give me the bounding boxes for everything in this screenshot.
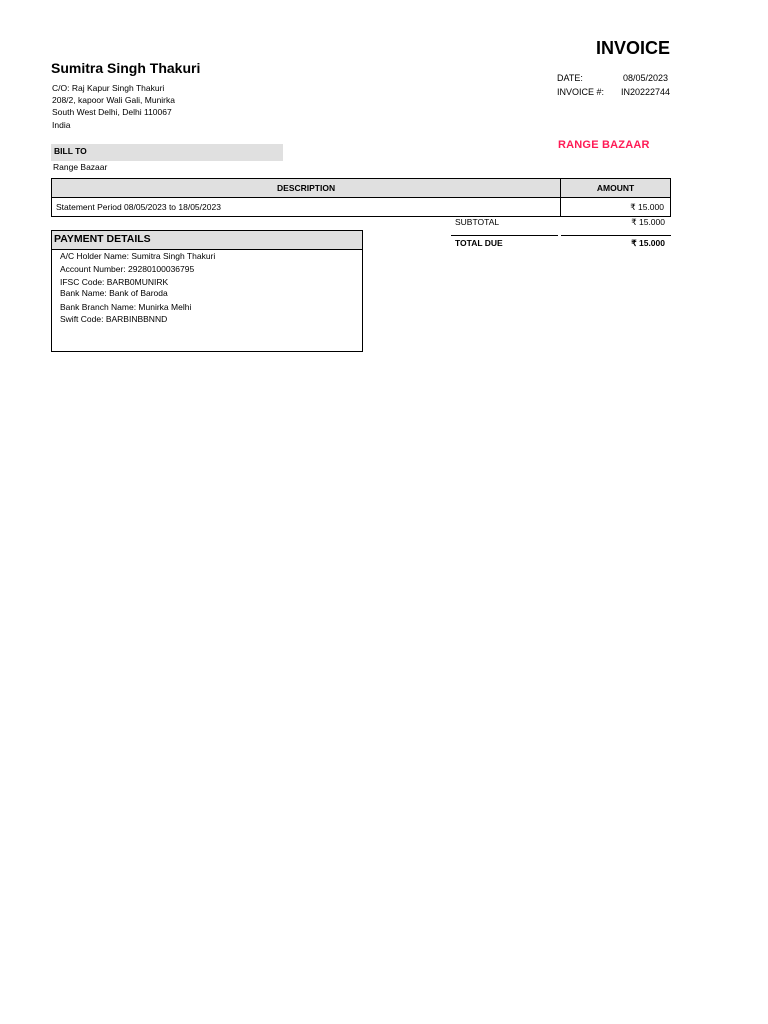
item-description: Statement Period 08/05/2023 to 18/05/2023 [52,198,561,217]
list-item [60,288,215,302]
seller-address-line-1: C/O: Raj Kapur Singh Thakuri [52,83,165,93]
seller-name: Sumitra Singh Thakuri [51,60,201,76]
bill-to-label: BILL TO [54,146,87,156]
description-header: DESCRIPTION [52,179,561,198]
total-due-label: TOTAL DUE [455,238,503,248]
payment-details-title: PAYMENT DETAILS [54,233,151,245]
bank-branch: Bank Branch Name: Munirka Melhi [60,302,192,312]
list-item [60,251,215,264]
bank-name: Bank Name: Bank of Baroda [60,288,168,298]
account-holder: A/C Holder Name: Sumitra Singh Thakuri [60,251,216,261]
seller-address-line-4: India [52,120,71,130]
account-number: Account Number: 29280100036795 [60,264,195,274]
item-amount: ₹ 15.000 [561,198,671,217]
payment-details-list [60,251,215,326]
seller-address-line-2: 208/2, kapoor Wali Gali, Munirka [52,95,175,105]
subtotal-value: ₹ 15.000 [631,217,665,227]
total-divider-left [451,235,558,236]
seller-address-line-3: South West Delhi, Delhi 110067 [52,107,172,117]
invoice-number-label: INVOICE #: [557,87,605,97]
total-due-value: ₹ 15.000 [631,238,665,248]
list-item [60,314,215,326]
total-divider-right [561,235,671,236]
payment-details-header [52,231,362,250]
date-value: 08/05/2023 [622,73,668,83]
invoice-number-value: IN20222744 [620,87,670,97]
items-table [51,178,671,217]
invoice-title: INVOICE [595,38,670,58]
items-table-header [52,179,671,198]
payment-details-box [51,230,363,352]
amount-header: AMOUNT [561,179,671,198]
list-item [60,302,215,314]
brand-logo-text: RANGE BAZAAR [558,139,650,151]
date-label: DATE: [557,73,583,83]
subtotal-label: SUBTOTAL [455,217,500,227]
table-row [52,198,671,217]
swift-code: Swift Code: BARBINBBNND [60,314,168,324]
list-item [60,264,215,277]
ifsc-code: IFSC Code: BARB0MUNIRK [60,277,169,287]
list-item [60,277,215,288]
bill-to-name: Range Bazaar [53,162,108,172]
